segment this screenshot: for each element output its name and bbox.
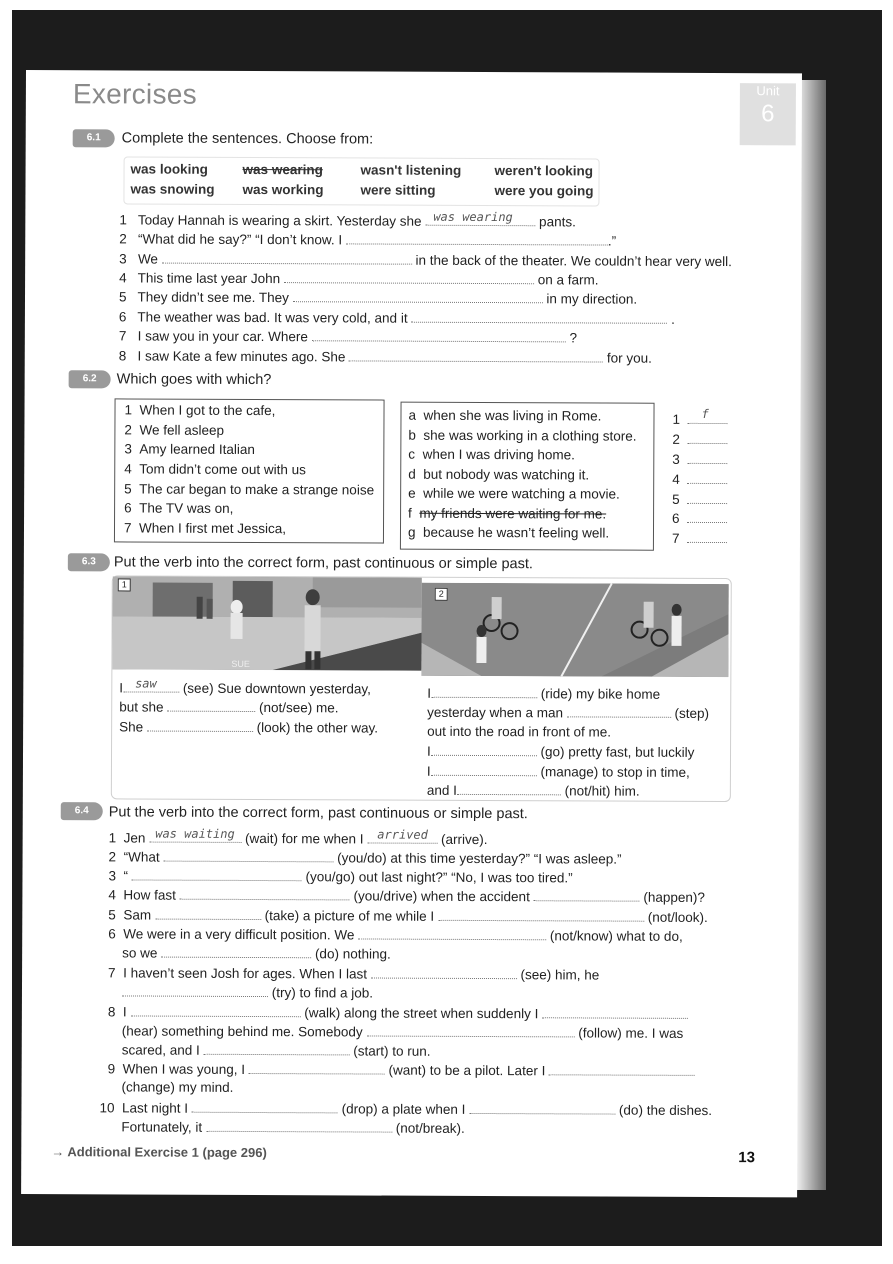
sentence-text: The weather was bad. It was very cold, and it bbox=[137, 309, 408, 326]
exercise-6-4-instruction: Put the verb into the correct form, past continuous or simple past. bbox=[108, 804, 528, 823]
match-answer-row: 6 bbox=[672, 510, 727, 526]
answer-blank[interactable] bbox=[147, 719, 253, 732]
item-number: 1 bbox=[119, 212, 127, 228]
ex64-line-8c: scared, and I (start) to run. bbox=[121, 1042, 431, 1059]
clause-right: d but nobody was watching it. bbox=[408, 466, 590, 483]
choice: were you going bbox=[494, 183, 594, 199]
ex64-line-1: 1 Jen was waiting (wait) for me when I arrived (arrive). bbox=[108, 826, 488, 848]
answer-blank[interactable] bbox=[411, 310, 667, 324]
clause-right: b she was working in a clothing store. bbox=[408, 427, 637, 444]
sentence-text: in my direction. bbox=[546, 291, 638, 307]
ex64-line-7b: (try) to find a job. bbox=[122, 983, 373, 1000]
answer-blank[interactable] bbox=[123, 676, 179, 692]
exercise-6-1-instruction: Complete the sentences. Choose from: bbox=[121, 130, 374, 148]
handwritten-answer: arrived bbox=[377, 827, 428, 842]
unit-number: 6 bbox=[761, 100, 775, 128]
ex64-line-3: 3 “ (you/go) out last night?” “No, I was too tired.” bbox=[108, 868, 573, 886]
clause-left: 4 Tom didn’t come out with us bbox=[124, 461, 306, 478]
ex63-right-line-4: I (go) pretty fast, but luckily bbox=[426, 743, 695, 760]
answer-blank[interactable] bbox=[249, 1061, 385, 1075]
ex64-line-6: 6 We were in a very difficult position. We (not/know) what to do, bbox=[108, 926, 683, 944]
item-number: 5 bbox=[118, 289, 127, 305]
ex63-right-line-2: yesterday when a man (step) bbox=[427, 704, 710, 721]
clause-left: 3 Amy learned Italian bbox=[124, 441, 255, 458]
ex64-line-10b: Fortunately, it (not/break). bbox=[121, 1119, 465, 1136]
ex63-left-line-2: but she (not/see) me. bbox=[119, 699, 339, 716]
choice: weren't looking bbox=[494, 163, 594, 179]
street-illustration-1 bbox=[112, 576, 421, 670]
sentence-text: pants. bbox=[539, 214, 576, 230]
scan-border-top bbox=[12, 10, 882, 80]
sentence-text: They didn’t see me. They bbox=[137, 289, 289, 306]
answer-blank[interactable] bbox=[438, 908, 644, 922]
street-illustration-2 bbox=[421, 583, 728, 677]
sentence-text: I saw Kate a few minutes ago. She bbox=[137, 348, 346, 365]
sentence-6-1-8 bbox=[119, 347, 652, 365]
answer-blank[interactable] bbox=[431, 763, 537, 776]
ex64-line-8b: (hear) something behind me. Somebody (follow) me. I was bbox=[121, 1023, 684, 1041]
workbook-page bbox=[21, 70, 802, 1197]
answer-blank[interactable] bbox=[162, 251, 412, 265]
ex64-line-5: 5 Sam (take) a picture of me while I (not/look). bbox=[108, 907, 708, 925]
sentence-text: for you. bbox=[606, 350, 652, 366]
choice: was looking bbox=[130, 161, 208, 177]
clause-right: a when she was living in Rome. bbox=[408, 407, 602, 424]
sentence-text: We bbox=[137, 251, 159, 267]
exercise-badge-6-4: 6.4 bbox=[61, 802, 103, 820]
item-number: 4 bbox=[119, 270, 127, 286]
answer-blank[interactable] bbox=[687, 510, 727, 523]
answer-blank[interactable] bbox=[122, 983, 268, 997]
ex63-left-line-1: I saw (see) Sue downtown yesterday, bbox=[119, 676, 371, 697]
handwritten-answer: was waiting bbox=[155, 826, 235, 841]
exercise-badge-6-2: 6.2 bbox=[69, 370, 111, 388]
exercise-6-2-instruction: Which goes with which? bbox=[116, 371, 272, 389]
answer-blank[interactable] bbox=[542, 1005, 688, 1019]
answer-blank[interactable] bbox=[457, 782, 561, 795]
page-title: Exercises bbox=[72, 78, 198, 110]
ex64-line-2: 2 “What (you/do) at this time yesterday?” “I was asleep.” bbox=[108, 849, 622, 867]
answer-blank[interactable] bbox=[367, 827, 437, 843]
answer-blank[interactable] bbox=[149, 826, 241, 843]
item-number: 3 bbox=[119, 251, 127, 267]
match-answer-row: 1 f bbox=[672, 411, 727, 427]
sentence-6-1-4 bbox=[119, 269, 598, 287]
sentence-6-1-2 bbox=[119, 230, 616, 248]
item-number: 6 bbox=[118, 309, 127, 325]
choice: was working bbox=[242, 181, 324, 198]
answer-blank[interactable] bbox=[167, 699, 255, 712]
sentence-text: . bbox=[671, 311, 675, 327]
sentence-text: Today Hannah is wearing a skirt. Yesterday she bbox=[137, 212, 422, 229]
ex64-line-10: 10 Last night I (drop) a plate when I (do) the dishes. bbox=[99, 1100, 713, 1119]
clause-left: 2 We fell asleep bbox=[124, 422, 225, 438]
answer-blank[interactable] bbox=[192, 1100, 338, 1114]
exercise-badge-6-1: 6.1 bbox=[73, 129, 115, 147]
exercise-6-3-instruction: Put the verb into the correct form, past continuous or simple past. bbox=[113, 554, 533, 573]
answer-blank[interactable] bbox=[349, 348, 603, 362]
sentence-6-1-6 bbox=[119, 308, 675, 326]
answer-blank[interactable] bbox=[130, 1003, 300, 1017]
handwritten-answer: saw bbox=[135, 676, 157, 691]
sentence-text: This time last year John bbox=[137, 270, 281, 287]
answer-blank[interactable] bbox=[549, 1062, 695, 1076]
sentence-6-1-7 bbox=[119, 327, 577, 345]
sentence-text: in the back of the theater. We couldn’t hear very well. bbox=[415, 252, 732, 270]
match-answer-row: 3 bbox=[672, 451, 727, 467]
ex64-line-9: 9 When I was young, I (want) to be a pilot. Later I bbox=[108, 1060, 696, 1079]
answer-blank[interactable] bbox=[469, 1101, 615, 1115]
answer-blank[interactable] bbox=[132, 867, 302, 881]
clause-left: 6 The TV was on, bbox=[124, 500, 234, 516]
match-answer-row: 2 bbox=[672, 431, 727, 447]
answer-blank[interactable] bbox=[206, 1119, 392, 1133]
picture-label-sue: SUE bbox=[231, 658, 250, 669]
choice: were sitting bbox=[360, 182, 436, 198]
word-choices-box bbox=[123, 156, 599, 206]
ex63-right-line-5: I (manage) to stop in time, bbox=[426, 763, 690, 780]
sentence-text: I saw you in your car. Where bbox=[137, 328, 308, 345]
ex64-line-8: 8 I (walk) along the street when suddenly I bbox=[108, 1003, 688, 1022]
answer-blank[interactable] bbox=[687, 431, 727, 444]
sentence-text: ? bbox=[569, 330, 578, 346]
answer-blank[interactable] bbox=[431, 685, 537, 698]
answer-blank[interactable] bbox=[371, 966, 517, 980]
answer-blank[interactable] bbox=[312, 328, 566, 342]
answer-blank[interactable] bbox=[431, 743, 537, 756]
answer-blank[interactable] bbox=[687, 530, 727, 543]
answer-blank[interactable] bbox=[163, 849, 333, 863]
ex64-line-9b: (change) my mind. bbox=[121, 1079, 234, 1095]
answer-blank[interactable] bbox=[534, 888, 640, 901]
additional-exercise-link[interactable]: → Additional Exercise 1 (page 296) bbox=[51, 1144, 267, 1161]
answer-blank[interactable] bbox=[293, 289, 543, 303]
handwritten-answer: f bbox=[701, 406, 709, 421]
clause-right-crossed-out: f my friends were waiting for me. bbox=[408, 505, 607, 522]
answer-blank[interactable] bbox=[204, 1042, 350, 1056]
sentence-6-1-1 bbox=[119, 211, 576, 229]
ex64-line-6b: so we (do) nothing. bbox=[122, 945, 391, 962]
ex64-line-7: 7 I haven’t seen Josh for ages. When I last (see) him, he bbox=[108, 965, 600, 983]
unit-label: Unit bbox=[756, 83, 780, 99]
clause-left: 7 When I first met Jessica, bbox=[123, 520, 287, 537]
answer-blank[interactable] bbox=[687, 491, 727, 504]
sentence-text: on a farm. bbox=[537, 272, 599, 288]
answer-blank[interactable] bbox=[155, 907, 261, 920]
clause-right: e while we were watching a movie. bbox=[408, 485, 620, 502]
ex63-right-line-6: and I (not/hit) him. bbox=[426, 782, 640, 799]
clause-left: 1 When I got to the cafe, bbox=[124, 402, 276, 419]
ex64-line-4: 4 How fast (you/drive) when the accident (happen)? bbox=[108, 887, 705, 905]
picture-number-2: 2 bbox=[435, 588, 448, 601]
answer-blank[interactable] bbox=[425, 209, 535, 226]
ex63-left-line-3: She (look) the other way. bbox=[119, 719, 379, 736]
ex63-right-line-1: I (ride) my bike home bbox=[427, 685, 661, 702]
answer-blank[interactable] bbox=[284, 270, 534, 284]
clause-left: 5 The car began to make a strange noise bbox=[124, 481, 375, 498]
answer-blank[interactable] bbox=[161, 945, 311, 959]
ex63-right-line-3: out into the road in front of me. bbox=[427, 723, 612, 740]
choice-crossed-out: was wearing bbox=[242, 161, 323, 178]
handwritten-answer: was wearing bbox=[433, 209, 513, 225]
match-answer-row: 4 bbox=[672, 471, 727, 487]
item-number: 8 bbox=[118, 348, 127, 364]
clause-right: c when I was driving home. bbox=[408, 446, 575, 463]
answer-blank[interactable] bbox=[358, 926, 546, 940]
choice: was snowing bbox=[130, 181, 215, 197]
exercise-badge-6-3: 6.3 bbox=[68, 553, 110, 571]
page-number: 13 bbox=[738, 1149, 755, 1167]
match-answer-row: 5 bbox=[672, 491, 727, 507]
sentence-text: .” bbox=[607, 233, 617, 249]
choice: wasn't listening bbox=[360, 162, 462, 178]
picture-number-1: 1 bbox=[118, 578, 131, 591]
answer-blank[interactable] bbox=[366, 1023, 574, 1037]
sentence-6-1-5 bbox=[119, 288, 637, 306]
unit-tab bbox=[740, 83, 796, 145]
answer-blank[interactable] bbox=[567, 704, 671, 717]
answer-blank[interactable] bbox=[180, 887, 350, 901]
answer-blank[interactable] bbox=[687, 451, 727, 464]
answer-blank[interactable] bbox=[346, 231, 608, 245]
sentence-6-1-3 bbox=[119, 250, 732, 269]
clause-right: g because he wasn’t feeling well. bbox=[407, 524, 610, 541]
item-number: 7 bbox=[118, 328, 127, 344]
answer-blank[interactable] bbox=[687, 471, 727, 484]
match-answer-row: 7 bbox=[672, 530, 727, 546]
item-number: 2 bbox=[119, 231, 127, 247]
sentence-text: “What did he say?” “I don’t know. I bbox=[138, 231, 343, 248]
